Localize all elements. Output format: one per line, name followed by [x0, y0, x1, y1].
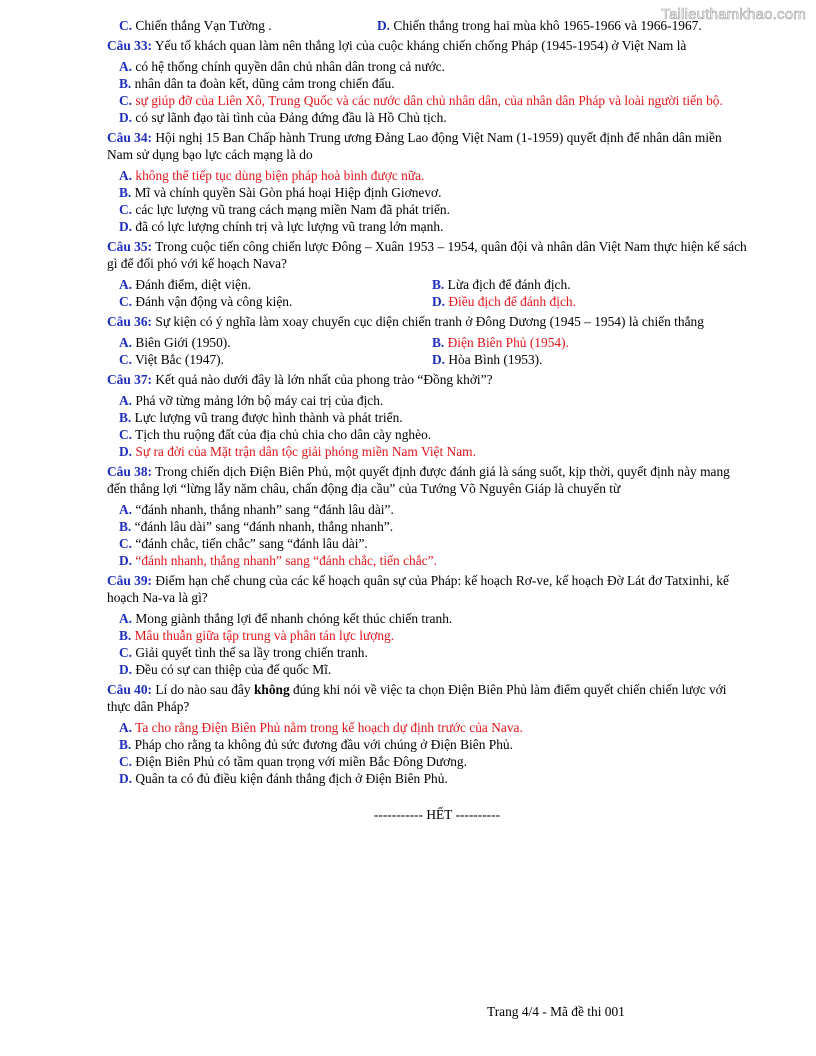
option-d: D. Quân ta có đủ điều kiện đánh thắng địch ở Điện Biên Phủ.: [119, 771, 448, 786]
option-b: B. Điện Biên Phủ (1954).: [432, 335, 569, 350]
end-marker: ----------- HẾT ----------: [373, 807, 501, 822]
option-d: D. Chiến thắng trong hai mùa khô 1965-1966 và 1966-1967.: [377, 18, 702, 33]
option-c: C. Đánh vận động và công kiện.: [119, 294, 293, 309]
options-row-2: [107, 293, 747, 310]
option-b: B. Pháp cho rằng ta không đủ sức đương đầu với chúng ở Điện Biên Phủ.: [119, 737, 513, 752]
option-c: C. sự giúp đỡ của Liên Xô, Trung Quốc và các nước dân chủ nhân dân, của nhân dân Pháp và loài người tiến bộ.: [119, 93, 723, 108]
question-38-options: [107, 501, 747, 569]
option-b: B. Lừa địch để đánh địch.: [432, 277, 571, 292]
prev-question-options: [107, 17, 747, 34]
option-d: D. đã có lực lượng chính trị và lực lượng vũ trang lớn mạnh.: [119, 219, 444, 234]
options-row-2: [107, 351, 747, 368]
question-39-options: [107, 610, 747, 678]
question-33: Câu 33: Yếu tố khách quan làm nên thắng lợi của cuộc kháng chiến chống Pháp (1945-1954) ở Việt Nam là: [107, 38, 687, 53]
option-a: A. “đánh nhanh, thắng nhanh” sang “đánh lâu dài”.: [119, 502, 394, 517]
options-row-1: [107, 276, 747, 293]
question-37-options: [107, 392, 747, 460]
page-footer: Trang 4/4 - Mã đề thi 001: [487, 1004, 625, 1019]
question-34: Câu 34: Hội nghị 15 Ban Chấp hành Trung ương Đảng Lao động Việt Nam (1-1959) quyết định để nhân dân miền Nam sử dụng bạo lực cách mạng là do: [107, 130, 722, 162]
options-row-1: [107, 334, 747, 351]
question-35-options: [107, 276, 747, 310]
option-a: A. Mong giành thắng lợi để nhanh chóng kết thúc chiến tranh.: [119, 611, 453, 626]
option-a: A. Đánh điểm, diệt viện.: [119, 277, 252, 292]
question-38: Câu 38: Trong chiến dịch Điện Biên Phủ, một quyết định được đánh giá là sáng suốt, kịp thời, quyết định này mang đến thắng lợi “lừng lẫy năm châu, chấn động địa cầu” của Tướng Võ Nguyên Giáp là chuyển từ: [107, 464, 730, 496]
question-37: Câu 37: Kết quả nào dưới đây là lớn nhất của phong trào “Đồng khởi”?: [107, 372, 493, 387]
option-c: C. Điện Biên Phủ có tầm quan trọng với miền Bắc Đông Dương.: [119, 754, 467, 769]
option-a: A. có hệ thống chính quyền dân chủ nhân dân trong cả nước.: [119, 59, 445, 74]
option-c: C. Giải quyết tình thế sa lầy trong chiến tranh.: [119, 645, 368, 660]
question-36: Câu 36: Sự kiện có ý nghĩa làm xoay chuyển cục diện chiến tranh ở Đông Dương (1945 – 1954) là chiến thắng: [107, 314, 704, 329]
option-d: D. Đều có sự can thiệp của đế quốc Mĩ.: [119, 662, 332, 677]
emphasis-word: không: [253, 682, 290, 697]
option-c: C. các lực lượng vũ trang cách mạng miền Nam đã phát triển.: [119, 202, 450, 217]
question-34-options: [107, 167, 747, 235]
option-d: D. Hòa Bình (1953).: [432, 352, 543, 367]
option-b: B. Lực lượng vũ trang được hình thành và phát triển.: [119, 410, 403, 425]
question-33-options: [107, 58, 747, 126]
option-a: A. không thể tiếp tục dùng biện pháp hoà bình được nữa.: [119, 168, 425, 183]
question-39: Câu 39: Điểm hạn chế chung của các kế hoạch quân sự của Pháp: kế hoạch Rơ-ve, kế hoạch Đờ Lát đơ Tatxinhi, kế hoạch Na-va là gì?: [107, 573, 729, 605]
option-a: A. Biên Giới (1950).: [119, 335, 231, 350]
question-40-options: [107, 719, 747, 787]
option-c: C. Chiến thắng Vạn Tường .: [119, 18, 272, 33]
option-c: C. “đánh chắc, tiến chắc” sang “đánh lâu dài”.: [119, 536, 368, 551]
option-c: C. Tịch thu ruộng đất của địa chủ chia cho dân cày nghèo.: [119, 427, 432, 442]
question-40: Câu 40: Lí do nào sau đây không đúng khi nói về việc ta chọn Điện Biên Phủ làm điểm quyết chiến chiến lược với thực dân Pháp?: [107, 682, 727, 714]
option-b: B. nhân dân ta đoàn kết, dũng cảm trong chiến đấu.: [119, 76, 395, 91]
option-d: D. Sự ra đời của Mặt trận dân tộc giải phóng miền Nam Việt Nam.: [119, 444, 476, 459]
exam-content: [107, 17, 747, 823]
question-36-options: [107, 334, 747, 368]
watermark-text: Tailieuthamkhao.com: [661, 6, 806, 23]
option-b: B. Mâu thuẫn giữa tập trung và phân tán lực lượng.: [119, 628, 395, 643]
option-d: D. “đánh nhanh, thắng nhanh” sang “đánh chắc, tiến chắc”.: [119, 553, 437, 568]
option-b: B. “đánh lâu dài” sang “đánh nhanh, thắng nhanh”.: [119, 519, 394, 534]
option-d: D. có sự lãnh đạo tài tình của Đảng đứng đầu là Hồ Chủ tịch.: [119, 110, 447, 125]
option-d: D. Điều địch để đánh địch.: [432, 294, 576, 309]
option-b: B. Mĩ và chính quyền Sài Gòn phá hoại Hiệp định Giơnevơ.: [119, 185, 442, 200]
option-a: A. Phá vỡ từng mảng lớn bộ máy cai trị của địch.: [119, 393, 384, 408]
option-a: A. Ta cho rằng Điện Biên Phủ nằm trong kế hoạch dự định trước của Nava.: [119, 720, 523, 735]
question-35: Câu 35: Trong cuộc tiến công chiến lược Đông – Xuân 1953 – 1954, quân đội và nhân dân Việt Nam thực hiện kế sách gì để đối phó với kế hoạch Nava?: [107, 239, 747, 271]
option-c: C. Việt Bắc (1947).: [119, 352, 224, 367]
